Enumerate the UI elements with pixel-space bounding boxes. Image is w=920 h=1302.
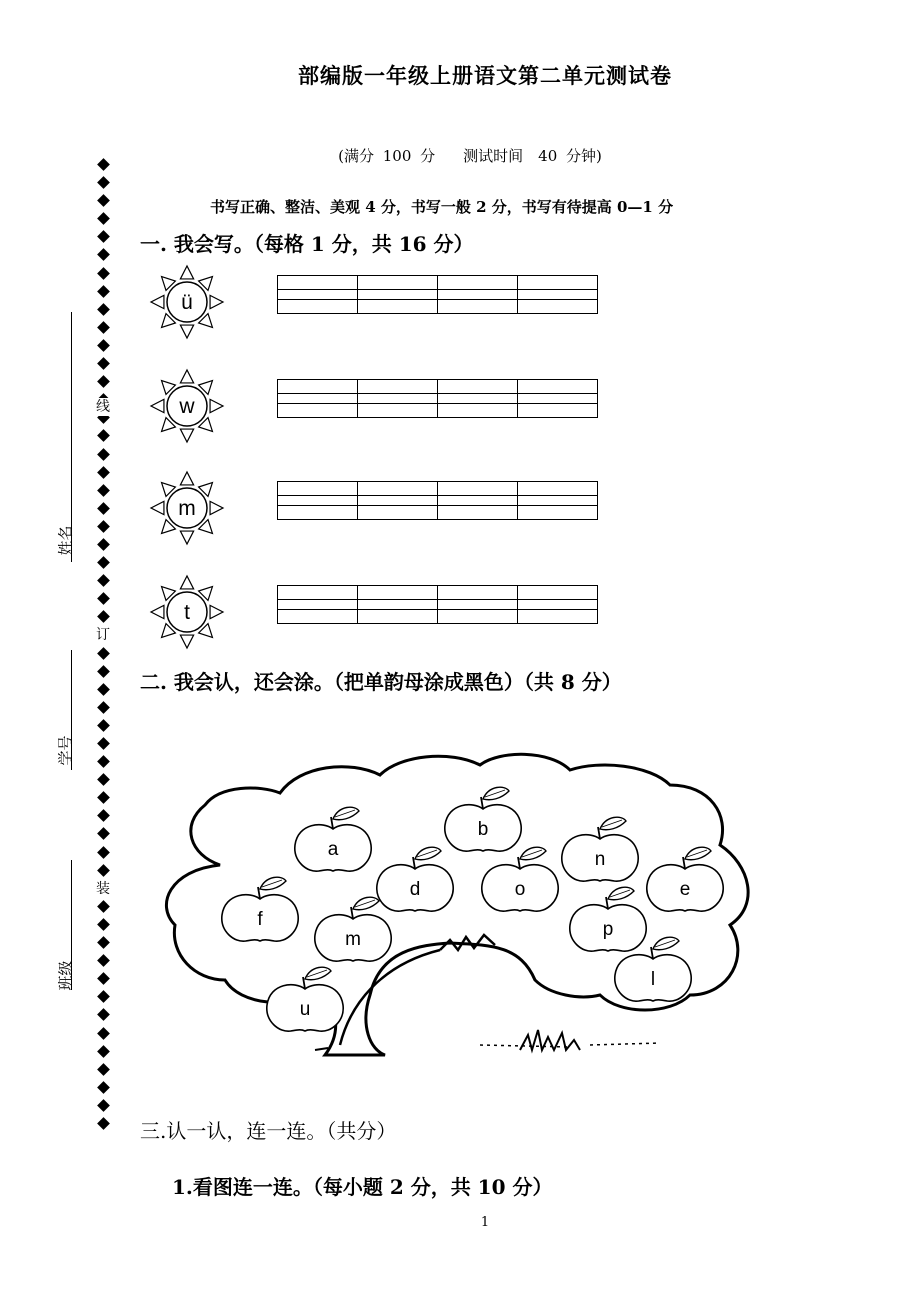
writing-cell[interactable] <box>278 300 358 314</box>
binding-diamond <box>97 683 110 696</box>
apple-item[interactable] <box>647 847 723 911</box>
writing-grid[interactable] <box>277 379 598 418</box>
binding-diamond <box>97 249 110 262</box>
apple-letter: l <box>650 969 656 990</box>
writing-cell[interactable] <box>358 610 438 624</box>
writing-cell[interactable] <box>278 380 358 394</box>
binding-diamond <box>97 321 110 334</box>
binding-label-staple: 订 <box>96 627 110 643</box>
writing-cell[interactable] <box>518 404 598 418</box>
writing-cell[interactable] <box>518 380 598 394</box>
writing-cell[interactable] <box>438 586 518 600</box>
name-field-label: 姓名 <box>56 525 75 556</box>
binding-diamond <box>97 1009 110 1022</box>
apple-letter: u <box>299 999 311 1020</box>
class-field-label: 班级 <box>56 960 75 991</box>
writing-cell[interactable] <box>518 300 598 314</box>
apple-tree-illustration <box>150 745 770 1065</box>
writing-cell[interactable] <box>518 496 598 506</box>
exam-info <box>0 145 920 166</box>
writing-cell[interactable] <box>518 276 598 290</box>
binding-diamond <box>97 430 110 443</box>
writing-cell[interactable] <box>518 482 598 496</box>
apple-item[interactable] <box>267 967 343 1031</box>
binding-diamond <box>97 954 110 967</box>
binding-diamond <box>97 972 110 985</box>
apple-item[interactable] <box>315 897 391 961</box>
binding-diamond <box>97 665 110 678</box>
writing-cell[interactable] <box>278 276 358 290</box>
binding-diamond <box>97 810 110 823</box>
binding-diamond <box>97 864 110 877</box>
section2-heading: 二. 我会认，还会涂。（把单韵母涂成黑色）（共 8 分） <box>140 670 622 694</box>
binding-diamond <box>97 701 110 714</box>
writing-cell[interactable] <box>438 404 518 418</box>
writing-cell[interactable] <box>518 600 598 610</box>
binding-diamond <box>97 1027 110 1040</box>
writing-grid[interactable] <box>277 275 598 314</box>
apple-letter: f <box>257 909 263 930</box>
writing-cell[interactable] <box>278 610 358 624</box>
writing-cell[interactable] <box>438 600 518 610</box>
section3-subheading: 1.看图连一连。（每小题 2 分，共 10 分） <box>172 1175 553 1199</box>
binding-diamond <box>97 755 110 768</box>
binding-diamond <box>97 1117 110 1130</box>
writing-cell[interactable] <box>278 482 358 496</box>
sun-letter-icon <box>147 366 227 446</box>
section1-heading: 一. 我会写。（每格 1 分，共 16 分） <box>140 232 474 256</box>
binding-diamond <box>97 158 110 171</box>
writing-cell[interactable] <box>358 380 438 394</box>
apple-item[interactable] <box>570 887 646 951</box>
binding-diamond-column <box>96 160 110 1137</box>
binding-diamond <box>97 610 110 623</box>
writing-cell[interactable] <box>358 290 438 300</box>
writing-cell[interactable] <box>438 506 518 520</box>
binding-diamond <box>97 1063 110 1076</box>
binding-diamond <box>97 1045 110 1058</box>
binding-diamond <box>97 990 110 1003</box>
sun-letter: m <box>178 497 196 520</box>
binding-diamond <box>97 936 110 949</box>
sun-letter-icon <box>147 468 227 548</box>
binding-diamond <box>97 285 110 298</box>
section3-heading: 三.认一认，连一连。（共分） <box>140 1119 397 1143</box>
writing-grid[interactable] <box>277 481 598 520</box>
writing-cell[interactable] <box>438 300 518 314</box>
binding-diamond <box>97 846 110 859</box>
binding-diamond <box>97 267 110 280</box>
binding-diamond <box>97 357 110 370</box>
writing-grid[interactable] <box>277 585 598 624</box>
writing-cell[interactable] <box>518 506 598 520</box>
apple-letter: o <box>514 879 526 900</box>
writing-cell[interactable] <box>358 394 438 404</box>
page-number: 1 <box>480 1215 490 1230</box>
apple-letter: b <box>477 819 489 840</box>
binding-label-line: 线 <box>96 399 110 415</box>
apple-letter: p <box>602 919 614 940</box>
writing-cell[interactable] <box>518 586 598 600</box>
binding-diamond <box>97 1099 110 1112</box>
apple-item[interactable] <box>295 807 371 871</box>
writing-cell[interactable] <box>518 290 598 300</box>
binding-diamond <box>97 773 110 786</box>
binding-diamond <box>97 900 110 913</box>
writing-cell[interactable] <box>438 290 518 300</box>
binding-diamond <box>97 231 110 244</box>
binding-diamond <box>97 303 110 316</box>
writing-cell[interactable] <box>358 600 438 610</box>
writing-cell[interactable] <box>278 394 358 404</box>
binding-diamond <box>97 502 110 515</box>
student-id-field-label: 学号 <box>56 735 75 766</box>
writing-cell[interactable] <box>358 404 438 418</box>
binding-diamond <box>97 574 110 587</box>
writing-cell[interactable] <box>278 404 358 418</box>
writing-note: 书写正确、整洁、美观 4 分，书写一般 2 分，书写有待提高 0—1 分 <box>210 198 674 216</box>
writing-cell[interactable] <box>358 586 438 600</box>
apple-item[interactable] <box>482 847 558 911</box>
writing-cell[interactable] <box>278 290 358 300</box>
apple-item[interactable] <box>445 787 521 851</box>
binding-diamond <box>97 791 110 804</box>
full-score: (满分 100 分 <box>338 147 436 165</box>
apple-letter: d <box>409 879 421 900</box>
binding-diamond <box>97 538 110 551</box>
binding-diamond <box>97 1081 110 1094</box>
writing-cell[interactable] <box>278 586 358 600</box>
writing-cell[interactable] <box>438 610 518 624</box>
binding-diamond <box>97 339 110 352</box>
apple-letter: n <box>594 849 606 870</box>
binding-diamond <box>97 484 110 497</box>
apple-item[interactable] <box>377 847 453 911</box>
apple-letter: a <box>327 839 339 860</box>
apple-letter: m <box>345 929 361 950</box>
writing-cell[interactable] <box>438 276 518 290</box>
writing-cell[interactable] <box>438 380 518 394</box>
writing-cell[interactable] <box>518 610 598 624</box>
binding-diamond <box>97 448 110 461</box>
binding-diamond <box>97 647 110 660</box>
sun-letter-icon <box>147 572 227 652</box>
binding-label-bind: 装 <box>96 881 110 897</box>
binding-diamond <box>97 556 110 569</box>
sun-letter: ü <box>181 291 193 314</box>
binding-diamond <box>97 466 110 479</box>
binding-diamond <box>97 918 110 931</box>
sun-letter-icon <box>147 262 227 342</box>
apple-item[interactable] <box>562 817 638 881</box>
binding-diamond <box>97 212 110 225</box>
binding-diamond <box>97 176 110 189</box>
writing-cell[interactable] <box>358 276 438 290</box>
apple-item[interactable] <box>222 877 298 941</box>
apple-letter: e <box>679 879 691 900</box>
writing-cell[interactable] <box>358 506 438 520</box>
sun-letter: w <box>179 395 195 418</box>
binding-diamond <box>97 592 110 605</box>
sun-letter: t <box>184 601 190 624</box>
writing-cell[interactable] <box>358 300 438 314</box>
binding-diamond <box>97 194 110 207</box>
binding-diamond <box>97 520 110 533</box>
binding-diamond <box>97 719 110 732</box>
binding-diamond <box>97 737 110 750</box>
writing-cell[interactable] <box>438 496 518 506</box>
writing-cell[interactable] <box>438 482 518 496</box>
writing-cell[interactable] <box>278 600 358 610</box>
writing-cell[interactable] <box>358 482 438 496</box>
writing-cell[interactable] <box>518 394 598 404</box>
page-title: 部编版一年级上册语文第二单元测试卷 <box>298 63 672 88</box>
binding-diamond <box>97 375 110 388</box>
writing-cell[interactable] <box>278 506 358 520</box>
writing-cell[interactable] <box>438 394 518 404</box>
writing-cell[interactable] <box>278 496 358 506</box>
exam-time: 测试时间 40 分钟) <box>463 147 602 165</box>
writing-cell[interactable] <box>358 496 438 506</box>
binding-diamond <box>97 828 110 841</box>
